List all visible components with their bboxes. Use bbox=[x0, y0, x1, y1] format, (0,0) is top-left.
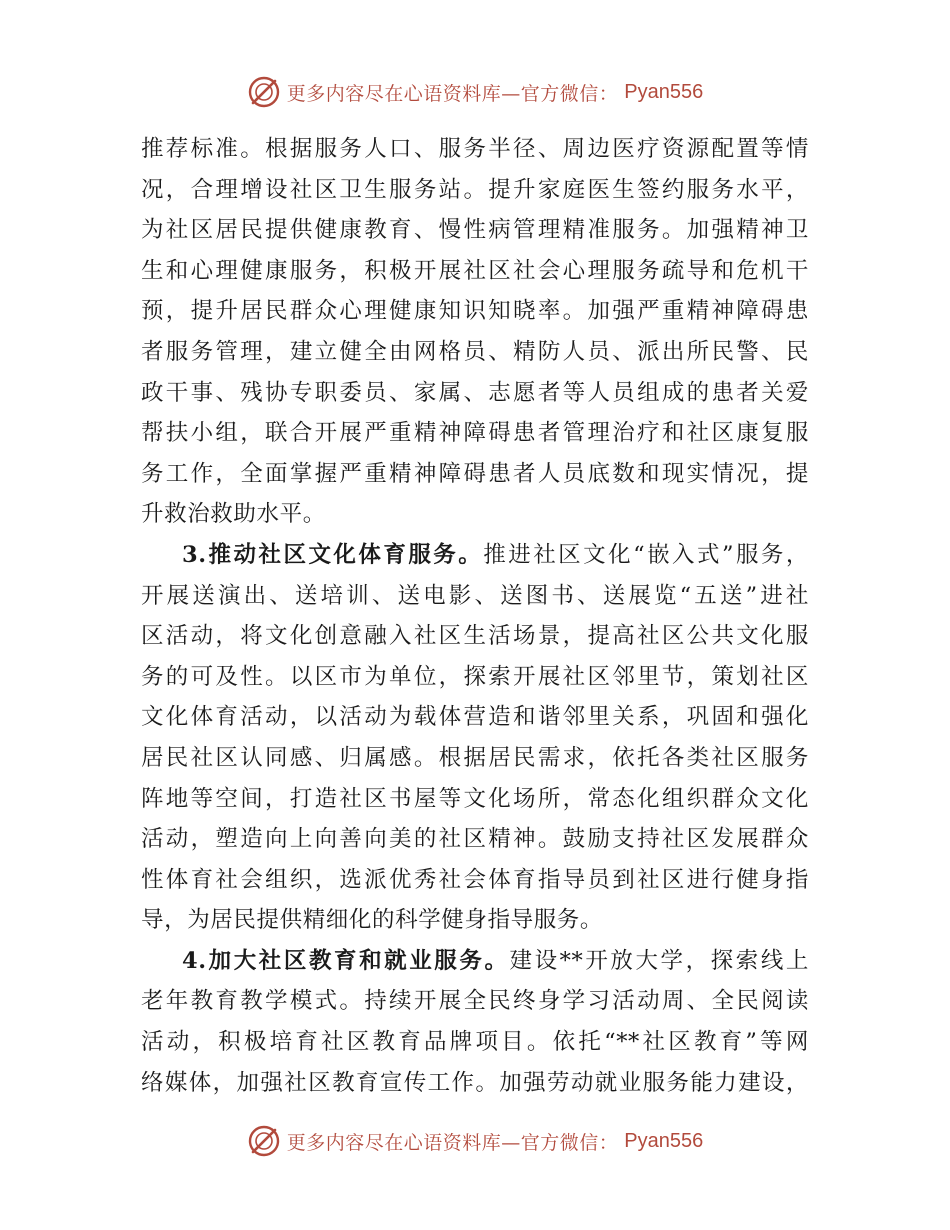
text-line: 居民社区认同感、归属感。根据居民需求，依托各类社区服务 bbox=[141, 744, 809, 771]
text-line: 文化体育活动，以活动为载体营造和谐邻里关系，巩固和强化 bbox=[141, 704, 809, 731]
watermark-text: 更多内容尽在心语资料库—官方微信： bbox=[286, 1131, 619, 1154]
text-line: 生和心理健康服务，积极开展社区社会心理服务疏导和危机干 bbox=[141, 257, 809, 284]
logo-icon bbox=[247, 1124, 281, 1158]
section-first-line-text: 推进社区文化“嵌入式”服务， bbox=[483, 541, 810, 568]
text-line: 推荐标准。根据服务人口、服务半径、周边医疗资源配置等情 bbox=[141, 136, 809, 162]
section-first-line bbox=[141, 941, 809, 982]
header-watermark bbox=[0, 72, 950, 112]
text-line: 区活动，将文化创意融入社区生活场景，提高社区公共文化服 bbox=[141, 623, 809, 650]
watermark-wechat-id: Pyan556 bbox=[624, 80, 704, 103]
section-first-line bbox=[141, 535, 809, 576]
text-line: 者服务管理，建立健全由网格员、精防人员、派出所民警、民 bbox=[141, 338, 809, 365]
text-line: 导，为居民提供精细化的科学健身指导服务。 bbox=[141, 907, 604, 934]
section-heading: 4.加大社区教育和就业服务。 bbox=[182, 947, 510, 974]
text-line: 升救治救助水平。 bbox=[141, 501, 326, 528]
text-line: 况，合理增设社区卫生服务站。提升家庭医生签约服务水平， bbox=[141, 176, 809, 203]
footer-watermark bbox=[0, 1121, 950, 1161]
text-line: 政干事、残协专职委员、家属、志愿者等人员组成的患者关爱 bbox=[141, 379, 809, 406]
text-line: 务的可及性。以区市为单位，探索开展社区邻里节，策划社区 bbox=[141, 663, 809, 690]
text-line: 络媒体，加强社区教育宣传工作。加强劳动就业服务能力建设， bbox=[141, 1069, 809, 1096]
text-line: 预，提升居民群众心理健康知识知晓率。加强严重精神障碍患 bbox=[141, 298, 809, 325]
text-line: 活动，塑造向上向善向美的社区精神。鼓励支持社区发展群众 bbox=[141, 826, 809, 853]
document-body bbox=[141, 129, 809, 1103]
text-line: 为社区居民提供健康教育、慢性病管理精准服务。加强精神卫 bbox=[141, 217, 809, 244]
section-heading: 3.推动社区文化体育服务。 bbox=[182, 541, 484, 568]
watermark-wechat-id: Pyan556 bbox=[624, 1129, 704, 1152]
text-line: 阵地等空间，打造社区书屋等文化场所，常态化组织群众文化 bbox=[141, 785, 809, 812]
text-line: 务工作，全面掌握严重精神障碍患者人员底数和现实情况，提 bbox=[141, 460, 809, 487]
logo-icon bbox=[247, 75, 281, 109]
text-line: 帮扶小组，联合开展严重精神障碍患者管理治疗和社区康复服 bbox=[141, 420, 809, 447]
text-line: 性体育社会组织，选派优秀社会体育指导员到社区进行健身指 bbox=[141, 866, 809, 893]
section-first-line-text: 建设**开放大学，探索线上 bbox=[509, 947, 809, 974]
text-line: 活动，积极培育社区教育品牌项目。依托“**社区教育”等网 bbox=[141, 1029, 809, 1056]
text-line: 老年教育教学模式。持续开展全民终身学习活动周、全民阅读 bbox=[141, 988, 809, 1015]
watermark-text: 更多内容尽在心语资料库—官方微信： bbox=[286, 82, 619, 105]
text-line: 开展送演出、送培训、送电影、送图书、送展览“五送”进社 bbox=[141, 582, 809, 609]
